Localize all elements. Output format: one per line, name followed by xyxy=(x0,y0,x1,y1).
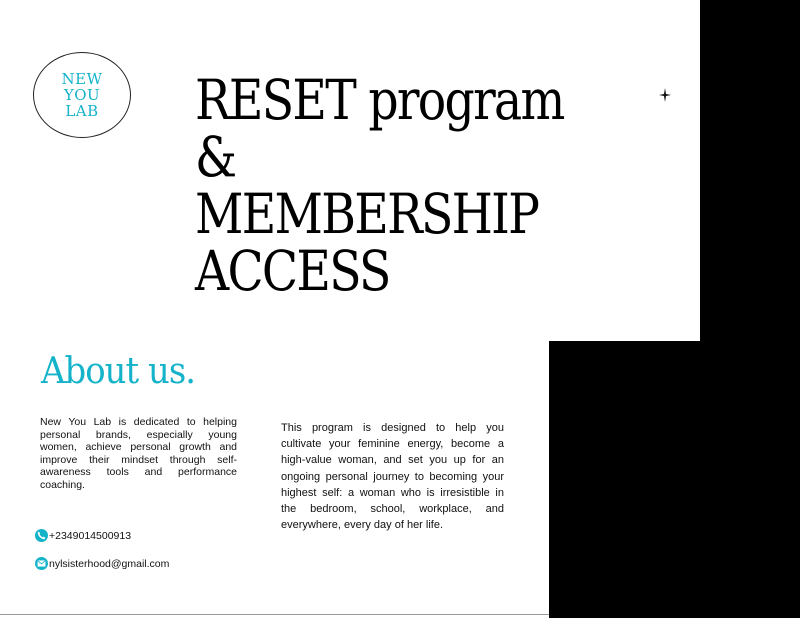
about-intro-text: New You Lab is dedicated to helping personal brands, especially young women, achieve personal growth and improve their mindset through self-awareness tools and performance coaching. xyxy=(40,416,237,491)
about-heading: About us. xyxy=(41,351,196,392)
logo-line-2: YOU xyxy=(63,86,101,104)
title-line-4: ACCESS xyxy=(195,239,390,303)
program-description-text: This program is designed to help you cultivate your feminine energy, become a high-value woman, and set you up for an ongoing personal journey to becoming your highest self: a woman who is irresistible in the bedroom, school, workplace, and everywhere, every day of her life. xyxy=(281,422,504,532)
bottom-divider xyxy=(0,614,549,615)
page-title xyxy=(195,68,665,303)
contact-email xyxy=(35,557,169,570)
title-line-3: MEMBERSHIP xyxy=(195,182,539,246)
email-icon xyxy=(35,557,48,570)
black-block-top xyxy=(700,0,800,342)
logo-line-1: NEW xyxy=(61,70,103,88)
title-line-1: RESET program xyxy=(195,68,564,132)
email-address: nylsisterhood@gmail.com xyxy=(49,557,170,570)
phone-icon xyxy=(35,529,48,542)
logo-line-3: LAB xyxy=(65,102,99,120)
black-block-bottom xyxy=(549,341,800,618)
new-you-lab-logo xyxy=(33,52,131,138)
contact-phone xyxy=(35,529,131,542)
four-point-star-icon xyxy=(659,88,671,104)
title-line-2: & xyxy=(195,125,236,189)
phone-number: +2349014500913 xyxy=(49,529,132,542)
